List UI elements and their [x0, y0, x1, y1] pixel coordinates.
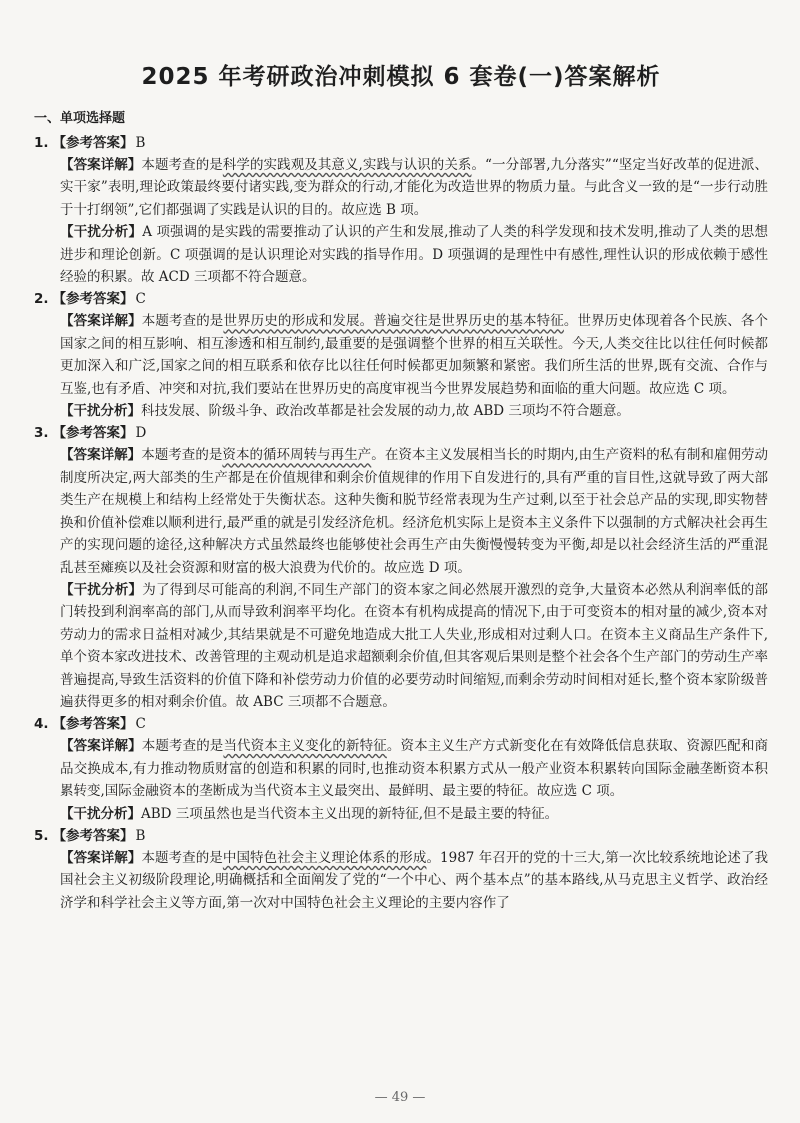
explain-intro: 本题考查的是	[141, 738, 224, 755]
question-item	[34, 422, 768, 713]
explain-label: 【答案详解】	[60, 447, 142, 464]
explain-label: 【答案详解】	[60, 157, 142, 173]
answer-value: C	[135, 291, 146, 308]
distractor-paragraph	[34, 803, 768, 825]
explain-body: 。1987 年召开的党的十三大,第一次比较系统地论述了我国社会主义初级阶段理论,明确概括和全面阐发了党的“一个中心、两个基本点”的基本路线,从马克思主义哲学、政治经济学和科学社会主义等方面,第一次对中国特色社会主义理论的主要内容作了	[60, 849, 769, 911]
answer-label: 【参考答案】	[52, 291, 134, 308]
question-number: 5.	[34, 827, 49, 844]
question-item	[34, 132, 768, 288]
explain-topic: 世界历史的形成和发展。普遍交往是世界历史的基本特征	[223, 313, 564, 330]
explain-label: 【答案详解】	[60, 313, 142, 330]
explain-body: 。世界历史体现着各个民族、各个国家之间的相互影响、相互渗透和相互制约,最重要的是强调整个世界的相互关联性。今天,人类交往比以往任何时候都更加深入和广泛,国家之间的相互联系和依存比以往任何时候都更加频繁和紧密。我们所生活的世界,既有交流、合作与互鉴,也有矛盾、冲突和对抗,我们要站在世界历史的高度审视当今世界发展趋势和面临的重大问题。故应选 C 项。	[60, 313, 769, 397]
explain-body: 。在资本主义发展相当长的时期内,由生产资料的私有制和雇佣劳动制度所决定,两大部类的生产都是在价值规律和剩余价值规律的作用下自发进行的,具有严重的盲目性,这就导致了两大部类生产在规模上和结构上经常处于失衡状态。这种失衡和脱节经常表现为生产过剩,以至于社会总产品的实现,即实物替换和价值补偿难以顺利进行,最严重的就是引发经济危机。经济危机实际上是资本主义条件下以强制的方式解决社会再生产的实现问题的途径,这种解决方式虽然最终也能够使社会再生产由失衡慢慢转变为平衡,却是以社会经济生活的严重混乱甚至瘫痪以及社会资源和财富的极大浪费为代价的。故应选 D 项。	[60, 447, 769, 576]
distract-label: 【干扰分析】	[60, 805, 141, 822]
section-heading: 一、单项选择题	[34, 111, 126, 126]
explanation-paragraph	[34, 847, 768, 914]
explain-intro: 本题考查的是	[141, 313, 224, 330]
question-answer-line	[34, 713, 768, 735]
explain-intro: 本题考查的是	[141, 157, 223, 173]
question-list	[34, 132, 768, 914]
explain-topic: 中国特色社会主义理论体系的形成	[222, 849, 427, 866]
question-item	[34, 713, 768, 825]
distract-body: 为了得到尽可能高的利润,不同生产部门的资本家之间必然展开激烈的竞争,大量资本必然从利润率低的部门转投到利润率高的部门,从而导致利润率平均化。在资本有机构成提高的情况下,由于可变资本的相对量的减少,资本对劳动力的需求日益相对减少,其结果就是不可避免地造成大批工人失业,形成相对过剩人口。在资本主义商品生产条件下,单个资本家改进技术、改善管理的主观动机是追求超额剩余价值,但其客观后果则是整个社会各个生产部门的劳动生产率普遍提高,导致生活资料的价值下降和补偿劳动力价值的必要劳动时间缩短,而剩余劳动时间相对延长,整个资本家阶级普遍获得更多的相对剩余价值。故 ABC 三项都不合题意。	[60, 581, 768, 710]
page-title: 2025 年考研政治冲刺模拟 6 套卷(一)答案解析	[141, 64, 661, 90]
question-answer-line	[34, 132, 768, 154]
answer-label: 【参考答案】	[52, 425, 134, 442]
distractor-paragraph	[34, 579, 768, 713]
question-answer-line	[34, 288, 768, 310]
explain-topic: 资本的循环周转与再生产	[222, 447, 372, 464]
explanation-paragraph	[34, 310, 768, 400]
explain-label: 【答案详解】	[60, 849, 142, 866]
answer-label: 【参考答案】	[52, 827, 134, 844]
question-answer-line	[34, 422, 768, 444]
distractor-paragraph	[34, 400, 768, 422]
distract-label: 【干扰分析】	[60, 224, 143, 241]
distract-label: 【干扰分析】	[60, 403, 141, 420]
answer-value: C	[135, 716, 146, 733]
distract-body: ABD 三项虽然也是当代资本主义出现的新特征,但不是最主要的特征。	[141, 805, 559, 822]
question-number: 3.	[34, 425, 49, 442]
explain-body: 。资本主义生产方式新变化在有效降低信息获取、资源匹配和商品交换成本,有力推动物质财富的创造和积累的同时,也推动资本积累方式从一般产业资本积累转向国际金融垄断资本积累转变,国际金融资本的垄断成为当代资本主义最突出、最鲜明、最主要的特征。故应选 C 项。	[60, 738, 769, 800]
question-number: 4.	[34, 716, 49, 733]
distractor-paragraph	[34, 221, 768, 288]
explain-intro: 本题考查的是	[141, 447, 223, 464]
explain-intro: 本题考查的是	[141, 849, 223, 866]
answer-label: 【参考答案】	[52, 135, 134, 151]
explain-label: 【答案详解】	[60, 738, 142, 755]
distract-label: 【干扰分析】	[60, 581, 143, 598]
answer-value: D	[135, 425, 147, 442]
question-item	[34, 288, 768, 422]
page-number: — 49 —	[374, 1090, 426, 1105]
question-number: 2.	[34, 291, 49, 308]
explanation-paragraph	[34, 444, 768, 578]
explain-body: 。“一分部署,九分落实”“坚定当好改革的促进派、实干家”表明,理论政策最终要付诸实践,变为群众的行动,才能化为改造世界的物质力量。与此含义一致的是“一步行动胜于十打纲领”,它们都强调了实践是认识的目的。故应选 B 项。	[60, 157, 769, 218]
explanation-paragraph	[34, 154, 768, 221]
explain-topic: 科学的实践观及其意义,实践与认识的关系	[222, 157, 472, 173]
answer-value: B	[135, 135, 146, 151]
question-answer-line	[34, 825, 768, 847]
distract-body: 科技发展、阶级斗争、政治改革都是社会发展的动力,故 ABD 三项均不符合题意。	[141, 403, 630, 420]
question-item	[34, 825, 768, 914]
distract-body: A 项强调的是实践的需要推动了认识的产生和发展,推动了人类的科学发现和技术发明,推动了人类的思想进步和理论创新。C 项强调的是认识理论对实践的指导作用。D 项强调的是理性中有感性,理性认识的形成依赖于感性经验的积累。故 ACD 三项都不符合题意。	[60, 224, 769, 286]
explain-topic: 当代资本主义变化的新特征	[223, 738, 387, 755]
answer-value: B	[135, 827, 146, 844]
question-number: 1.	[34, 135, 49, 151]
explanation-paragraph	[34, 735, 768, 802]
answer-label: 【参考答案】	[52, 716, 134, 733]
